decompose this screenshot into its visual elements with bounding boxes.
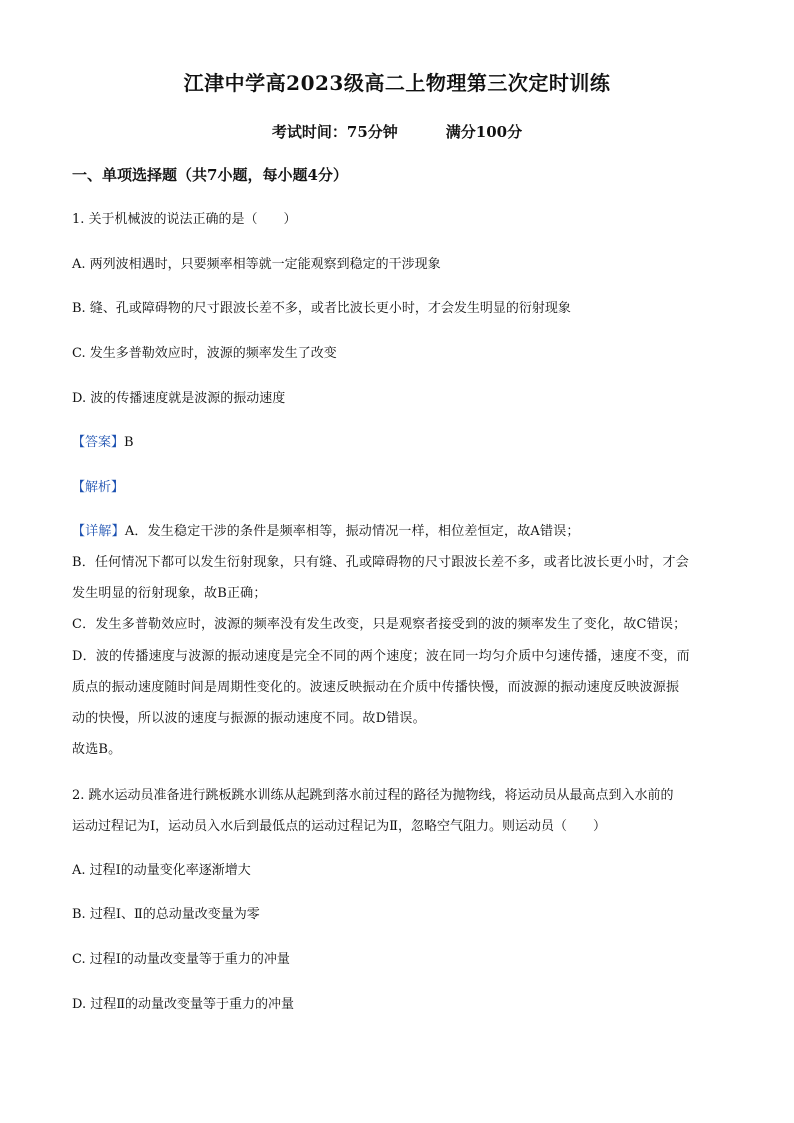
question-1-option-c: C. 发生多普勒效应时，波源的频率发生了改变 (72, 346, 337, 361)
question-2-option-a: A. 过程Ⅰ的动量变化率逐渐增大 (72, 863, 251, 878)
detail-line: B．任何情况下都可以发生衍射现象，只有缝、孔或障碍物的尺寸跟波长差不多，或者比波长更小时，才会 (72, 555, 689, 570)
detail-line (72, 521, 732, 543)
exam-time: 考试时间：75分钟 (271, 123, 398, 141)
question-2-option-c: C. 过程Ⅰ的动量改变量等于重力的冲量 (72, 952, 290, 967)
detail-line: 发生明显的衍射现象，故B正确； (72, 586, 267, 601)
exam-meta (0, 119, 794, 145)
document-title: 江津中学高2023级高二上物理第三次定时训练 (183, 71, 611, 95)
analysis-line (72, 477, 732, 499)
detail-line: 动的快慢，所以波的速度与振源的振动速度不同。故D错误。 (72, 711, 426, 726)
full-score: 满分100分 (445, 123, 523, 141)
analysis-tag: 【解析】 (72, 480, 125, 495)
answer-value: B (124, 435, 134, 450)
detail-line: C．发生多普勒效应时，波源的频率没有发生改变，只是观察者接受到的波的频率发生了变化，故C错误； (72, 617, 687, 632)
detail-tag: 【详解】 (72, 524, 125, 539)
question-1-stem: 1. 关于机械波的说法正确的是（ ） (72, 212, 297, 227)
detail-line: D．波的传播速度与波源的振动速度是完全不同的两个速度；波在同一均匀介质中匀速传播，速度不变，而 (72, 649, 690, 664)
question-2-option-d: D. 过程Ⅱ的动量改变量等于重力的冲量 (72, 997, 295, 1012)
detail-text: A．发生稳定干涉的条件是频率相等，振动情况一样，相位差恒定，故A错误； (124, 524, 580, 539)
answer-tag: 【答案】 (72, 435, 125, 450)
question-2-stem: 2. 跳水运动员准备进行跳板跳水训练从起跳到落水前过程的路径为抛物线，将运动员从最高点到入水前的 (72, 788, 674, 803)
question-2-stem: 运动过程记为Ⅰ，运动员入水后到最低点的运动过程记为Ⅱ，忽略空气阻力。则运动员（ ） (72, 819, 606, 834)
section-heading: 一、单项选择题（共7小题，每小题4分） (72, 166, 348, 184)
question-1-option-a: A. 两列波相遇时，只要频率相等就一定能观察到稳定的干涉现象 (72, 257, 441, 272)
detail-line: 故选B。 (72, 742, 122, 757)
detail-line: 质点的振动速度随时间是周期性变化的。波速反映振动在介质中传播快慢，而波源的振动速度反映波源振 (72, 680, 680, 695)
question-1-option-d: D. 波的传播速度就是波源的振动速度 (72, 391, 286, 406)
question-2-option-b: B. 过程Ⅰ、Ⅱ的总动量改变量为零 (72, 907, 260, 922)
answer-line (72, 432, 732, 454)
question-1-option-b: B. 缝、孔或障碍物的尺寸跟波长差不多，或者比波长更小时，才会发生明显的衍射现象 (72, 301, 571, 316)
